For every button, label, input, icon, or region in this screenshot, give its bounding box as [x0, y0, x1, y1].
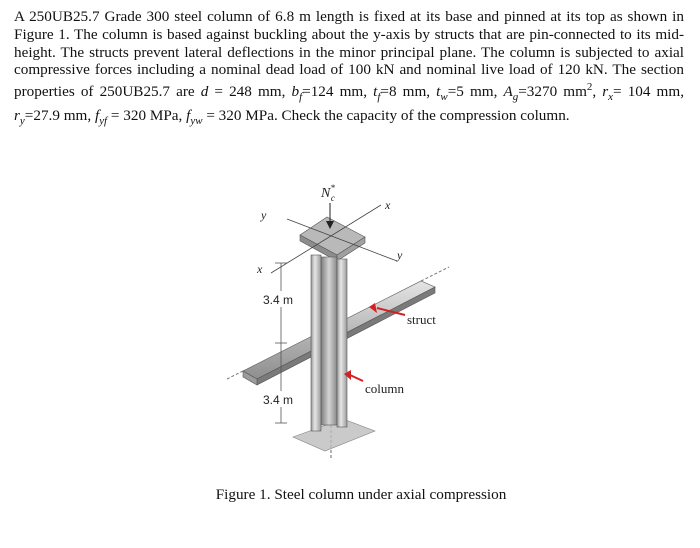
- problem-text-segment: A 250UB25.7 Grade 300 steel column of 6.8 m length is fixed at its base and pinned at its top as shown in Figure 1. The column is based against buckling about the y-axis by structs that are pin-connected to its mid-height. The structs prevent lateral deflections in the minor principal plane. The column is subjected to axial compressive forces including a nominal dead load of 100 kN and nominal live load of 120 kN. The section properties of 250UB25.7 are: [14, 8, 684, 101]
- problem-text-segment: = 320 MPa. Check the capacity of the compression column.: [202, 107, 570, 125]
- problem-text-segment: = 104 mm,: [613, 83, 684, 101]
- problem-text-segment: = 320 MPa,: [107, 107, 187, 125]
- column-label: column: [365, 381, 404, 396]
- problem-text-segment: =5 mm,: [447, 83, 504, 101]
- problem-text-segment: =8 mm,: [380, 83, 437, 101]
- problem-text-segment: yw: [190, 115, 203, 128]
- problem-text-segment: =124 mm,: [302, 83, 374, 101]
- problem-text-segment: ,: [592, 83, 603, 101]
- problem-text-segment: t: [436, 83, 441, 101]
- problem-text-segment: =3270 mm: [518, 83, 587, 101]
- problem-text-segment: f: [377, 91, 381, 104]
- problem-text-segment: A: [503, 83, 513, 101]
- figure-caption: Figure 1. Steel column under axial compression: [215, 486, 507, 503]
- problem-text-segment: x: [608, 91, 614, 104]
- x-axis-label-bottom: x: [257, 262, 263, 276]
- column-web: [321, 257, 337, 425]
- dim-lower-label: 3.4 m: [263, 393, 294, 407]
- problem-text-segment: y: [19, 115, 25, 128]
- column-pointer-arrow: [350, 375, 363, 381]
- x-axis-label-top: x: [385, 198, 391, 212]
- column-flange-left: [311, 255, 321, 431]
- problem-text-segment: 2: [586, 81, 593, 94]
- problem-statement: [14, 8, 684, 131]
- column-figure: [225, 175, 475, 465]
- y-axis-label-right: y: [397, 248, 403, 262]
- problem-text-segment: f: [94, 107, 100, 125]
- problem-text-segment: =27.9 mm,: [24, 107, 95, 125]
- problem-text-segment: t: [373, 83, 378, 101]
- problem-text-segment: g: [512, 91, 519, 104]
- problem-text-segment: r: [14, 107, 20, 125]
- problem-text-segment: w: [440, 91, 448, 104]
- dim-upper-label: 3.4 m: [263, 293, 294, 307]
- problem-text-segment: b: [291, 83, 300, 101]
- problem-text-segment: = 248 mm,: [208, 83, 292, 101]
- struct-label: struct: [407, 312, 436, 327]
- column-flange-right: [337, 259, 347, 427]
- problem-text-segment: f: [186, 107, 191, 125]
- problem-text-segment: yf: [99, 115, 108, 128]
- problem-text-segment: r: [602, 83, 609, 101]
- load-label: N* c: [321, 183, 335, 203]
- y-axis-label-top: y: [261, 208, 267, 222]
- problem-text-segment: d: [200, 83, 209, 101]
- problem-text-segment: f: [299, 91, 303, 104]
